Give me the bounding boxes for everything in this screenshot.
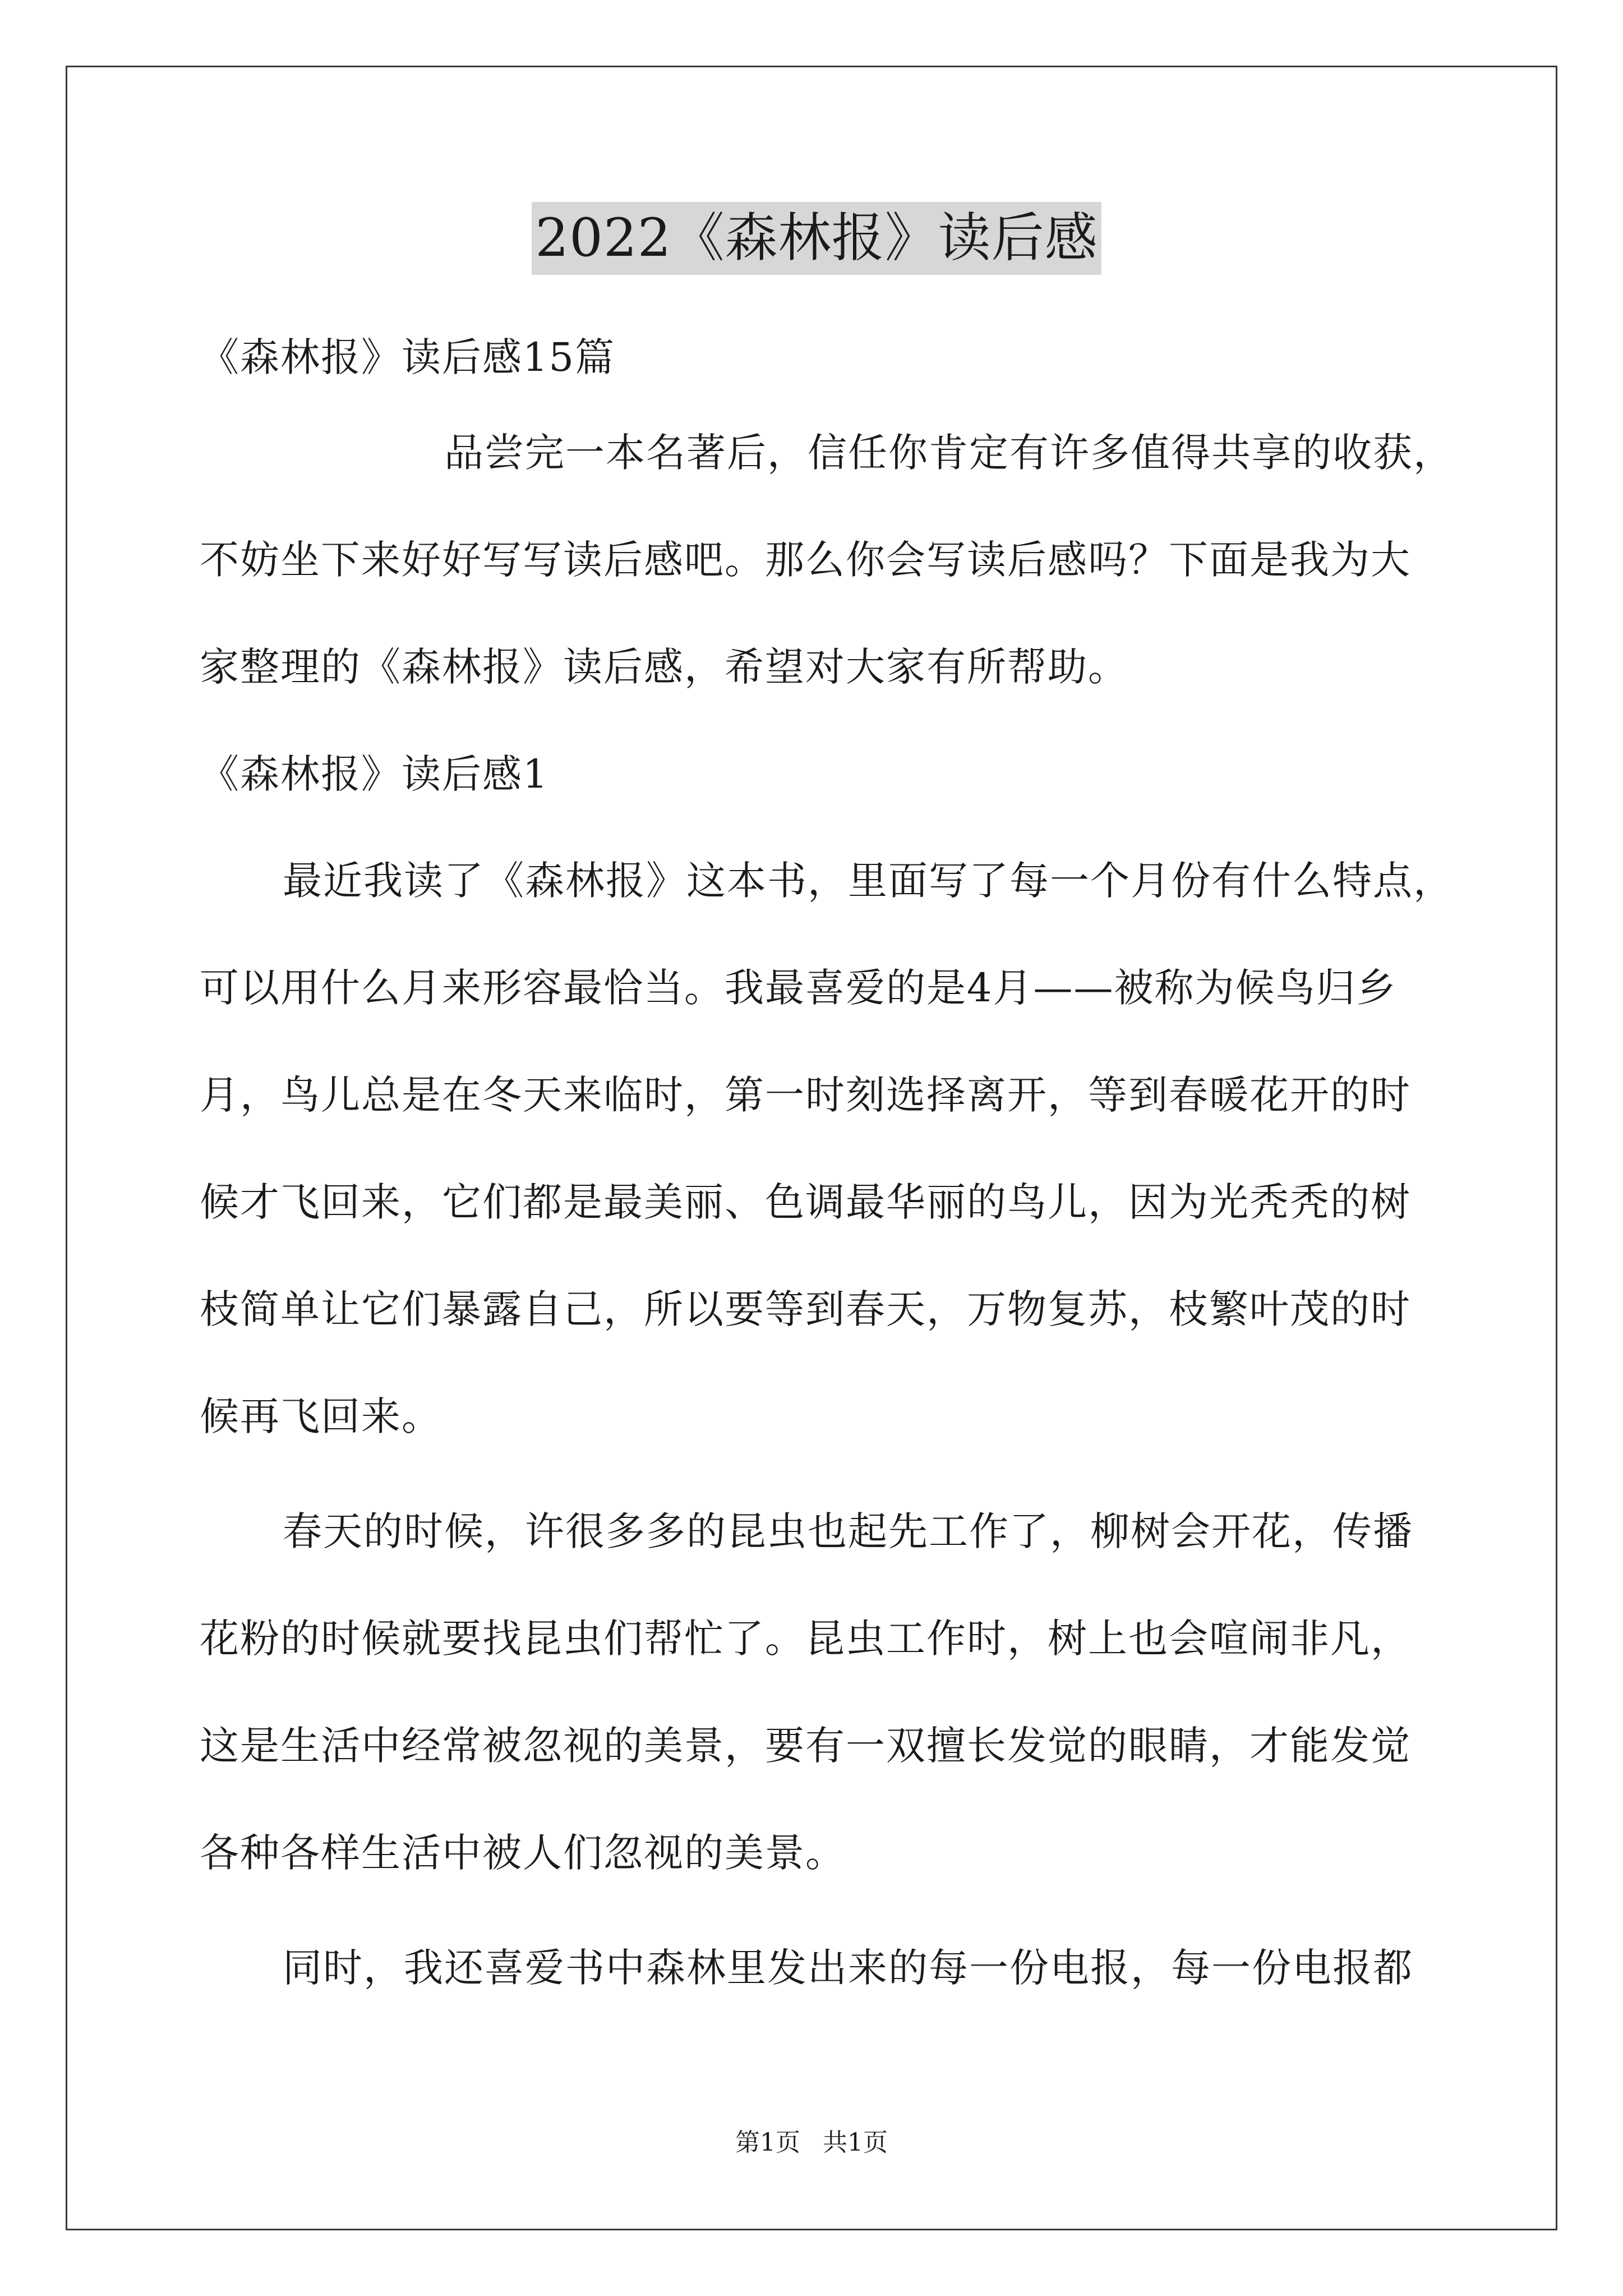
document-title: 2022《森林报》读后感 — [532, 202, 1101, 275]
paragraph-line: 候再飞回来。 — [200, 1393, 442, 1439]
paragraph-line: 最近我读了《森林报》这本书，里面写了每一个月份有什么特点， — [283, 858, 1454, 904]
intro-line: 家整理的《森林报》读后感，希望对大家有所帮助。 — [200, 644, 1128, 690]
intro-line: 不妨坐下来好好写写读后感吧。那么你会写读后感吗？下面是我为大 — [200, 537, 1411, 583]
paragraph-line: 同时，我还喜爱书中森林里发出来的每一份电报，每一份电报都 — [283, 1945, 1413, 1991]
section-heading: 《森林报》读后感1 — [200, 751, 549, 797]
paragraph-line: 各种各样生活中被人们忽视的美景。 — [200, 1830, 846, 1876]
page-number: 第1页 — [735, 2128, 800, 2157]
document-subtitle: 《森林报》读后感15篇 — [200, 334, 616, 380]
paragraph-line: 花粉的时候就要找昆虫们帮忙了。昆虫工作时，树上也会喧闹非凡， — [200, 1616, 1411, 1662]
intro-line: 品尝完一本名著后，信任你肯定有许多值得共享的收获， — [444, 430, 1454, 476]
paragraph-line: 可以用什么月来形容最恰当。我最喜爱的是4月——被称为候鸟归乡 — [200, 965, 1397, 1011]
paragraph-2 — [200, 1505, 1433, 1941]
page-total: 共1页 — [823, 2128, 888, 2157]
document-body — [200, 202, 1454, 2049]
paragraph-1 — [200, 854, 1454, 1505]
paragraph-line: 候才飞回来，它们都是最美丽、色调最华丽的鸟儿，因为光秃秃的树 — [200, 1179, 1411, 1225]
paragraph-3 — [200, 1941, 1433, 2049]
page-footer — [0, 2126, 1623, 2160]
paragraph-line: 这是生活中经常被忽视的美景，要有一双擅长发觉的眼睛，才能发觉 — [200, 1723, 1411, 1769]
title-container — [200, 202, 1433, 280]
paragraph-line: 春天的时候，许很多多的昆虫也起先工作了，柳树会开花，传播 — [283, 1508, 1413, 1554]
paragraph-line: 月，鸟儿总是在冬天来临时，第一时刻选择离开，等到春暖花开的时 — [200, 1072, 1411, 1118]
intro-paragraph — [200, 426, 1454, 748]
paragraph-line: 枝简单让它们暴露自己，所以要等到春天，万物复苏，枝繁叶茂的时 — [200, 1286, 1411, 1332]
